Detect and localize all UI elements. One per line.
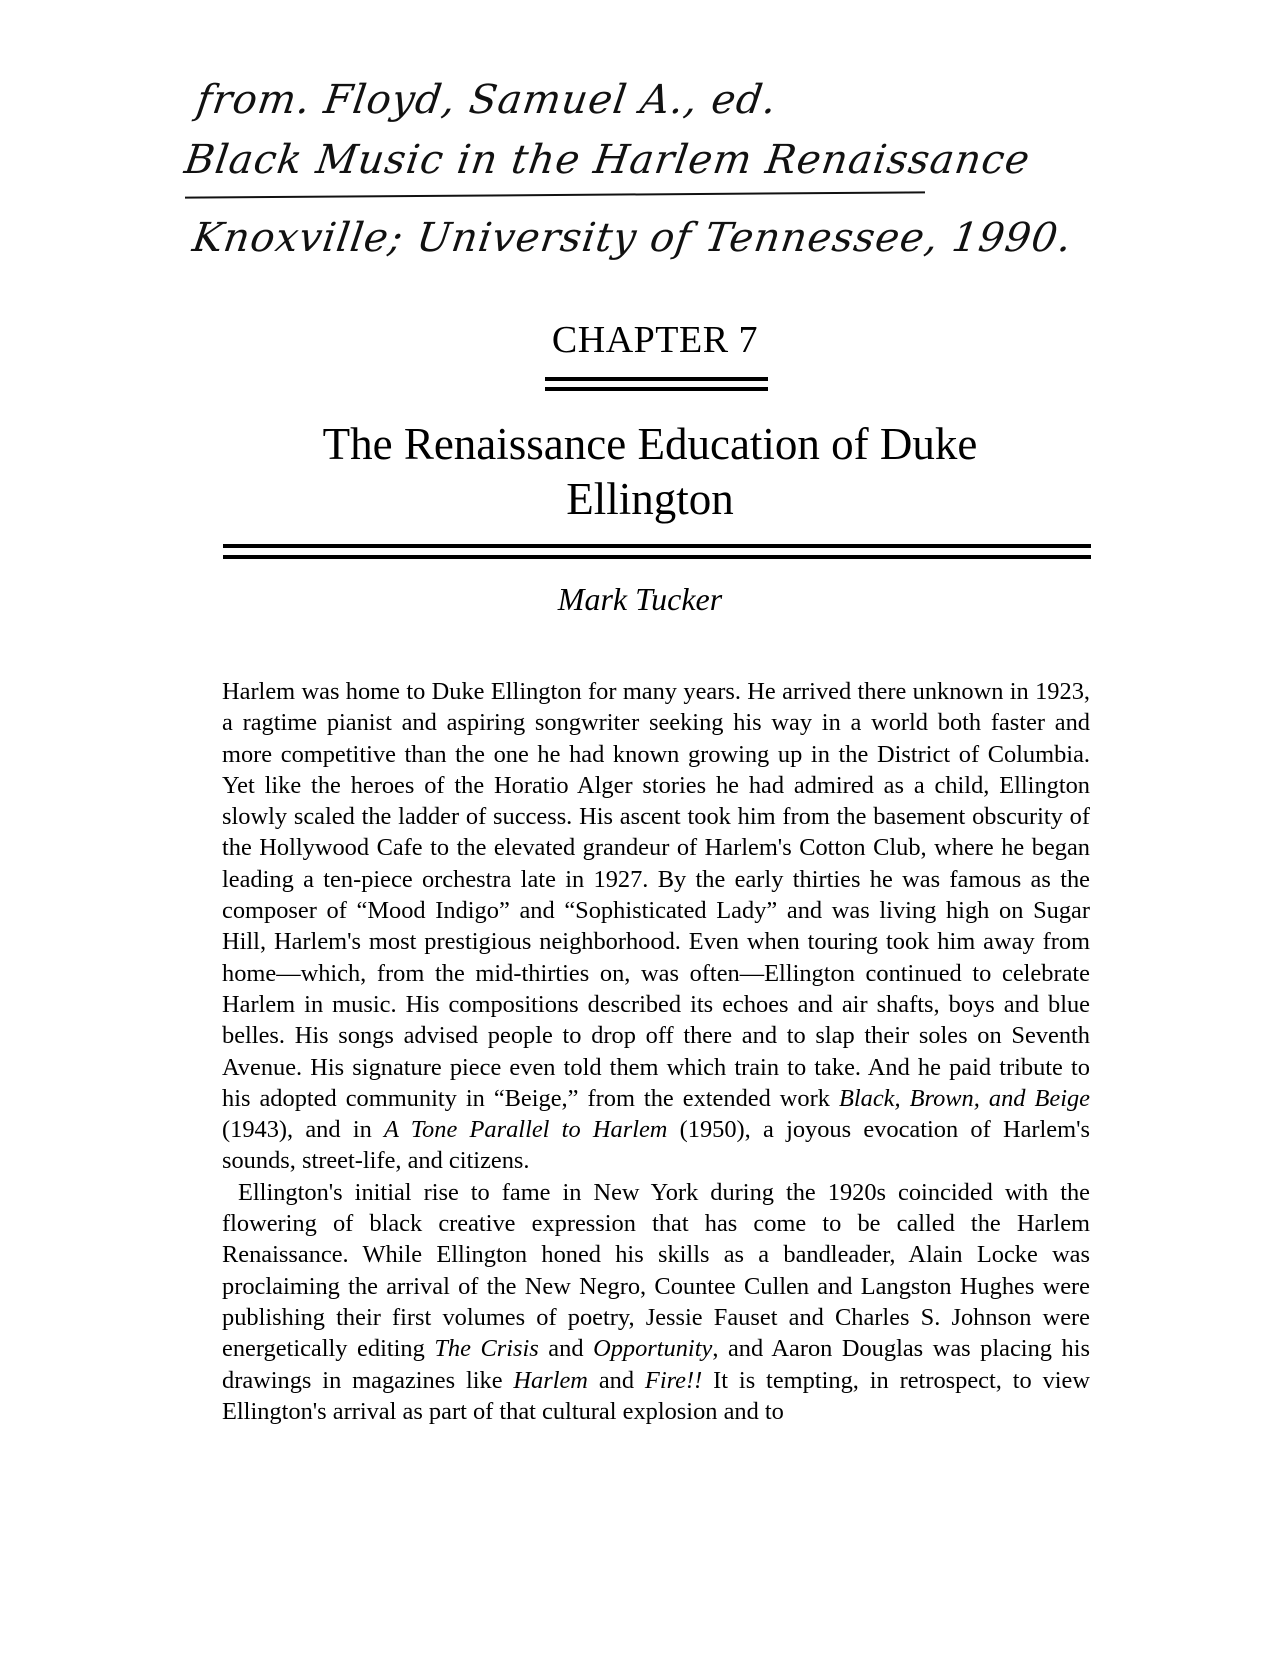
work-title-black-brown-beige: Black, Brown, and Beige — [838, 1084, 1091, 1112]
paragraph-2-text: , and Aaron Douglas was placing his drawings in magazines like — [222, 1335, 1090, 1394]
magazine-title-harlem: Harlem — [513, 1366, 588, 1394]
paragraph-2-text: Ellington's initial rise to fame in New York during the 1920s coincided with the flowering of black creative expression that has come to be called the Harlem Renaissance. While Ellington honed his skills as a bandleader, Alain Locke was proclaiming the arrival of the New Negro, Countee Cullen and Langston Hughes were publishing their first volumes of poetry, Jessie Fauset and Charles S. Johnson were energetically editing — [222, 1178, 1090, 1363]
chapter-double-rule-top — [545, 377, 768, 381]
paragraph-1 — [222, 676, 1090, 1177]
handwritten-underline — [185, 191, 925, 198]
work-title-tone-parallel: A Tone Parallel to Harlem — [384, 1116, 668, 1144]
paragraph-1-text: Harlem was home to Duke Ellington for many years. He arrived there unknown in 1923, a ragtime pianist and aspiring songwriter seeking his way in a world both faster and more competitive than the one he had known growing up in the District of Columbia. Yet like the heroes of the Horatio Alger stories he had admired as a child, Ellington slowly scaled the ladder of success. His ascent took him from the basement obscurity of the Hollywood Cafe to the elevated grandeur of Harlem's Cotton Club, where he began leading a ten-piece orchestra late in 1927. By the early thirties he was famous as the composer of “Mood Indigo” and “Sophisticated Lady” and was living high on Sugar Hill, Harlem's most prestigious neighborhood. Even when touring took him away from home—which, from the mid-thirties on, was often—Ellington continued to celebrate Harlem in music. His compositions described its echoes and air shafts, boys and blue belles. His songs advised people to drop off there and to slap their soles on Seventh Avenue. His signature piece even told them which train to take. And he paid tribute to his adopted community in “Beige,” from the extended work — [222, 678, 1090, 1112]
handwritten-line-source: from. Floyd, Samuel A., ed. — [193, 77, 781, 123]
paragraph-2-text: and — [538, 1335, 594, 1363]
magazine-title-the-crisis: The Crisis — [434, 1335, 539, 1363]
chapter-title: The Renaissance Education of Duke Ellington — [322, 419, 978, 524]
handwritten-line-book-title: Black Music in the Harlem Renaissance — [181, 137, 1034, 183]
magazine-title-fire: Fire!! — [644, 1366, 703, 1394]
chapter-double-rule-bottom — [545, 387, 768, 391]
paragraph-1-text: (1943), and in — [222, 1116, 385, 1144]
title-double-rule-top — [223, 544, 1091, 548]
paragraph-2-text: and — [587, 1366, 645, 1394]
paragraph-1-text: (1950), a joyous evocation of Harlem's sounds, street-life, and citizens. — [222, 1116, 1090, 1175]
paragraph-2 — [222, 1177, 1090, 1427]
author-name: Mark Tucker — [557, 581, 723, 617]
handwritten-line-publisher: Knoxville; University of Tennessee, 1990. — [189, 215, 1076, 261]
title-double-rule-bottom — [223, 555, 1091, 559]
chapter-body — [222, 676, 1090, 1427]
paragraph-2-text: It is tempting, in retrospect, to view Ellington's arrival as part of that cultural explosion and to — [222, 1366, 1090, 1425]
chapter-label: CHAPTER 7 — [551, 319, 759, 361]
magazine-title-opportunity: Opportunity — [593, 1335, 713, 1363]
